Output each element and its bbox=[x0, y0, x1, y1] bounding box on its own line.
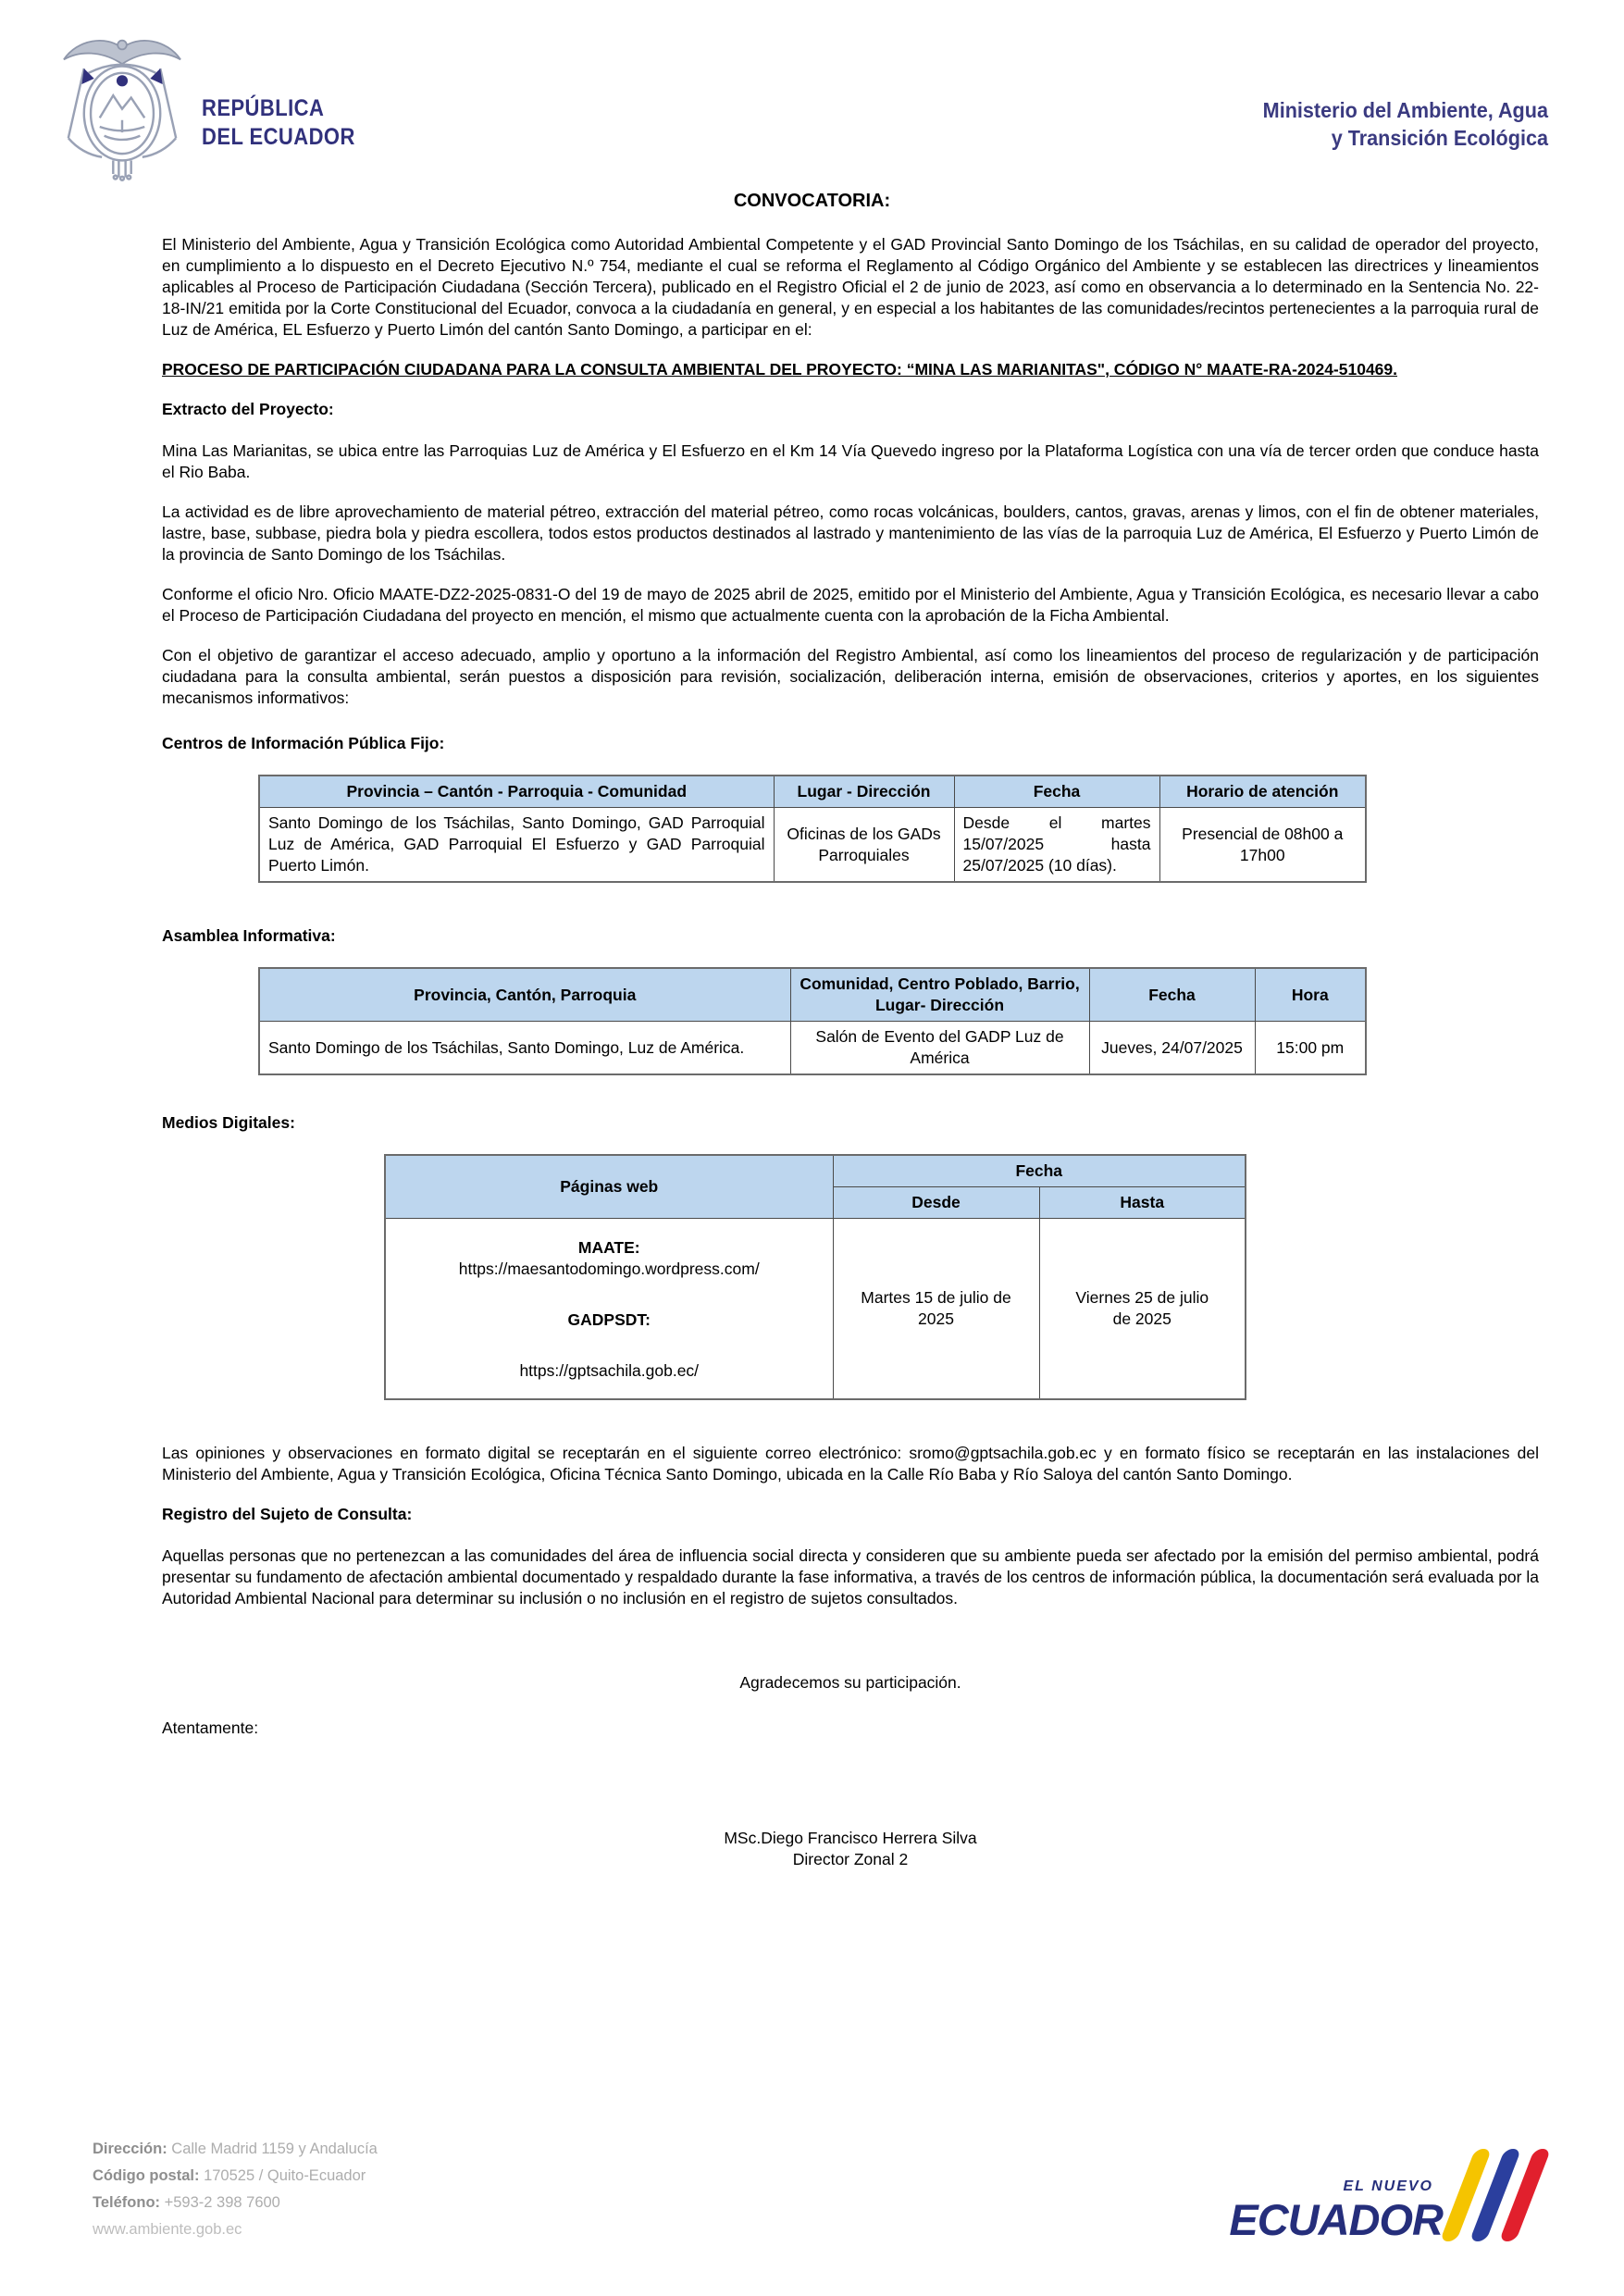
flag-stripes-icon bbox=[1457, 2149, 1533, 2241]
medios-table-wrap bbox=[162, 1154, 1539, 1400]
medios-col-hasta: Hasta bbox=[1039, 1187, 1246, 1219]
section-heading-registro: Registro del Sujeto de Consulta: bbox=[162, 1505, 413, 1523]
medios-table bbox=[384, 1154, 1246, 1400]
medios-cell-desde: Martes 15 de julio de 2025 bbox=[833, 1219, 1039, 1400]
document-header bbox=[0, 0, 1624, 185]
table-row bbox=[385, 1219, 1246, 1400]
gadpsdt-label: GADPSDT: bbox=[567, 1310, 651, 1329]
asamblea-cell-provincia: Santo Domingo de los Tsáchilas, Santo Domingo, Luz de América. bbox=[259, 1022, 790, 1075]
thanks-line: Agradecemos su participación. bbox=[739, 1673, 961, 1692]
footer-phone-label: Teléfono: bbox=[93, 2194, 161, 2211]
asamblea-col-comunidad: Comunidad, Centro Poblado, Barrio, Lugar- Dirección bbox=[790, 968, 1089, 1022]
medios-col-fecha: Fecha bbox=[833, 1155, 1246, 1187]
centros-cell-fecha: Desde el martes 15/07/2025 hasta 25/07/2025 (10 días). bbox=[954, 808, 1159, 883]
footer-postal-value: 170525 / Quito-Ecuador bbox=[199, 2167, 366, 2184]
centros-table-wrap bbox=[162, 775, 1539, 883]
el-nuevo-ecuador-logo bbox=[1229, 2149, 1533, 2244]
asamblea-col-fecha: Fecha bbox=[1089, 968, 1255, 1022]
extracto-paragraph-2: La actividad es de libre aprovechamiento de material pétreo, extracción del material pétreo, como rocas volcánicas, boulders, cantos, gravas, arenas y limos, con el fin de obtener materiales, lastre, base, subbase, piedra bola y piedra escollera, todos estos productos destinados al lastrado y mantenimiento de las vías de la parroquia Luz de América, El Esfuerzo y Puerto Limón de la provincia de Santo Domingo de los Tsáchilas. bbox=[162, 503, 1539, 564]
asamblea-cell-comunidad: Salón de Evento del GADP Luz de América bbox=[790, 1022, 1089, 1075]
maate-label: MAATE: bbox=[577, 1238, 640, 1257]
ministry-wordmark bbox=[1263, 96, 1548, 152]
footer-phone-line bbox=[93, 2190, 378, 2216]
asamblea-cell-fecha: Jueves, 24/07/2025 bbox=[1089, 1022, 1255, 1075]
asamblea-table-wrap bbox=[162, 967, 1539, 1075]
logo-line-el-nuevo: EL NUEVO bbox=[1343, 2178, 1433, 2194]
extracto-paragraph-4: Con el objetivo de garantizar el acceso adecuado, amplio y oportuno a la información del Registro Ambiental, así como los lineamientos del proceso de regularización y de participación ciudadana para la consulta ambiental, serán puestos a disposición para revisión, socialización, deliberación interna, emisión de observaciones, criterios y aportes, en los siguientes mecanismos informativos: bbox=[162, 646, 1539, 707]
centros-col-provincia: Provincia – Cantón - Parroquia - Comunidad bbox=[259, 776, 774, 808]
signature-role: Director Zonal 2 bbox=[792, 1850, 909, 1868]
table-row bbox=[259, 1022, 1366, 1075]
opiniones-text-before: Las opiniones y observaciones en formato digital se receptarán en el siguiente correo electrónico: bbox=[162, 1444, 910, 1462]
signature-name: MSc.Diego Francisco Herrera Silva bbox=[724, 1829, 977, 1847]
footer-contact-block bbox=[93, 2136, 378, 2243]
medios-cell-hasta: Viernes 25 de julio de 2025 bbox=[1039, 1219, 1246, 1400]
table-row bbox=[259, 808, 1366, 883]
section-heading-centros: Centros de Información Pública Fijo: bbox=[162, 734, 445, 752]
asamblea-table bbox=[258, 967, 1367, 1075]
centros-col-lugar: Lugar - Dirección bbox=[774, 776, 954, 808]
asamblea-cell-hora: 15:00 pm bbox=[1255, 1022, 1366, 1075]
asamblea-col-hora: Hora bbox=[1255, 968, 1366, 1022]
medios-col-paginas: Páginas web bbox=[385, 1155, 833, 1219]
medios-col-desde: Desde bbox=[833, 1187, 1039, 1219]
centros-cell-horario: Presencial de 08h00 a 17h00 bbox=[1159, 808, 1366, 883]
signature-block bbox=[162, 1828, 1539, 1870]
opiniones-paragraph bbox=[162, 1443, 1539, 1485]
logo-line-ecuador: ECUADOR bbox=[1229, 2195, 1443, 2244]
page-title: CONVOCATORIA: bbox=[733, 191, 891, 211]
centros-col-fecha: Fecha bbox=[954, 776, 1159, 808]
logo-wordmark bbox=[1229, 2178, 1443, 2244]
medios-cell-paginas bbox=[385, 1219, 833, 1400]
republica-wordmark bbox=[202, 94, 355, 152]
opiniones-text-after: y en formato físico se receptarán en las instalaciones del Ministerio del Ambiente, Agua y Transición Ecológica, Oficina Técnica Santo Domingo, ubicada en la Calle Río Baba y Río Saloya del cantón Santo Domingo. bbox=[162, 1444, 1539, 1483]
republica-line1: REPÚBLICA bbox=[202, 95, 325, 121]
footer-address-label: Dirección: bbox=[93, 2141, 167, 2157]
maate-url-link[interactable]: https://maesantodomingo.wordpress.com/ bbox=[458, 1260, 760, 1278]
ministry-line2: y Transición Ecológica bbox=[1331, 126, 1548, 150]
centros-col-horario: Horario de atención bbox=[1159, 776, 1366, 808]
extracto-paragraph-1: Mina Las Marianitas, se ubica entre las Parroquias Luz de América y El Esfuerzo en el Km 14 Vía Quevedo ingreso por la Plataforma Logística con una vía de tercer orden que conduce hasta el Rio Baba. bbox=[162, 441, 1539, 481]
registro-paragraph: Aquellas personas que no pertenezcan a las comunidades del área de influencia social directa y consideren que su ambiente pueda ser afectado por la emisión del permiso ambiental, podrá presentar su fundamento de afectación ambiental documentado y respaldado durante la fase informativa, a través de los centros de información pública, la documentación será evaluada por la Autoridad Ambiental Nacional para determinar su inclusión o no inclusión en el registro de sujetos consultados. bbox=[162, 1546, 1539, 1607]
centros-cell-lugar: Oficinas de los GADs Parroquiales bbox=[774, 808, 954, 883]
republica-line2: DEL ECUADOR bbox=[202, 124, 355, 150]
ecuador-coat-of-arms-icon bbox=[48, 28, 196, 188]
ministry-line1: Ministerio del Ambiente, Agua bbox=[1262, 98, 1548, 122]
intro-paragraph: El Ministerio del Ambiente, Agua y Transición Ecológica como Autoridad Ambiental Competente y el GAD Provincial Santo Domingo de los Tsáchilas, en su calidad de operador del proyecto, en cumplimiento a lo dispuesto en el Decreto Ejecutivo N.º 754, mediante el cual se reforma el Reglamento al Código Orgánico del Ambiente y se establecen las directrices y lineamientos aplicables al Proceso de Participación Ciudadana (Sección Tercera), publicado en el Registro Oficial el 2 de junio de 2023, así como en observancia a lo determinado en la Sentencia No. 22-18-IN/21 emitida por la Corte Constitucional del Ecuador, convoca a la ciudadanía en general, y en especial a los habitantes de las comunidades/recintos pertenecientes a la parroquia rural de Luz de América, EL Esfuerzo y Puerto Limón del cantón Santo Domingo, a participar en el: bbox=[162, 235, 1539, 339]
section-heading-asamblea: Asamblea Informativa: bbox=[162, 926, 336, 945]
footer-phone-value: +593-2 398 7600 bbox=[160, 2194, 280, 2211]
email-link[interactable]: sromo@gptsachila.gob.ec bbox=[909, 1444, 1097, 1462]
republic-brand bbox=[48, 28, 376, 188]
footer-address-line bbox=[93, 2136, 378, 2163]
footer-address-value: Calle Madrid 1159 y Andalucía bbox=[167, 2141, 378, 2157]
section-heading-extracto: Extracto del Proyecto: bbox=[162, 400, 334, 418]
footer-postal-line bbox=[93, 2163, 378, 2190]
footer-website-link[interactable]: www.ambiente.gob.ec bbox=[93, 2221, 242, 2238]
medios-table-header-row-1 bbox=[385, 1155, 1246, 1187]
centros-cell-provincia: Santo Domingo de los Tsáchilas, Santo Domingo, GAD Parroquial Luz de América, GAD Parroquial El Esfuerzo y GAD Parroquial Puerto Limón. bbox=[259, 808, 774, 883]
footer-postal-label: Código postal: bbox=[93, 2167, 200, 2184]
document-body bbox=[0, 234, 1624, 1870]
section-heading-medios: Medios Digitales: bbox=[162, 1113, 295, 1132]
centros-table bbox=[258, 775, 1367, 883]
asamblea-table-header-row bbox=[259, 968, 1366, 1022]
salutation-line: Atentamente: bbox=[162, 1719, 259, 1737]
gadpsdt-url-link[interactable]: https://gptsachila.gob.ec/ bbox=[519, 1361, 700, 1380]
project-title: PROCESO DE PARTICIPACIÓN CIUDADANA PARA LA CONSULTA AMBIENTAL DEL PROYECTO: “MINA LAS MARIANITAS", CÓDIGO N° MAATE-RA-2024-510469. bbox=[162, 360, 1398, 379]
centros-table-header-row bbox=[259, 776, 1366, 808]
asamblea-col-provincia: Provincia, Cantón, Parroquia bbox=[259, 968, 790, 1022]
extracto-paragraph-3: Conforme el oficio Nro. Oficio MAATE-DZ2-2025-0831-O del 19 de mayo de 2025 abril de 2025, emitido por el Ministerio del Ambiente, Agua y Transición Ecológica, es necesario llevar a cabo el Proceso de Participación Ciudadana del proyecto en mención, el mismo que actualmente cuenta con la aprobación de la Ficha Ambiental. bbox=[162, 585, 1539, 625]
